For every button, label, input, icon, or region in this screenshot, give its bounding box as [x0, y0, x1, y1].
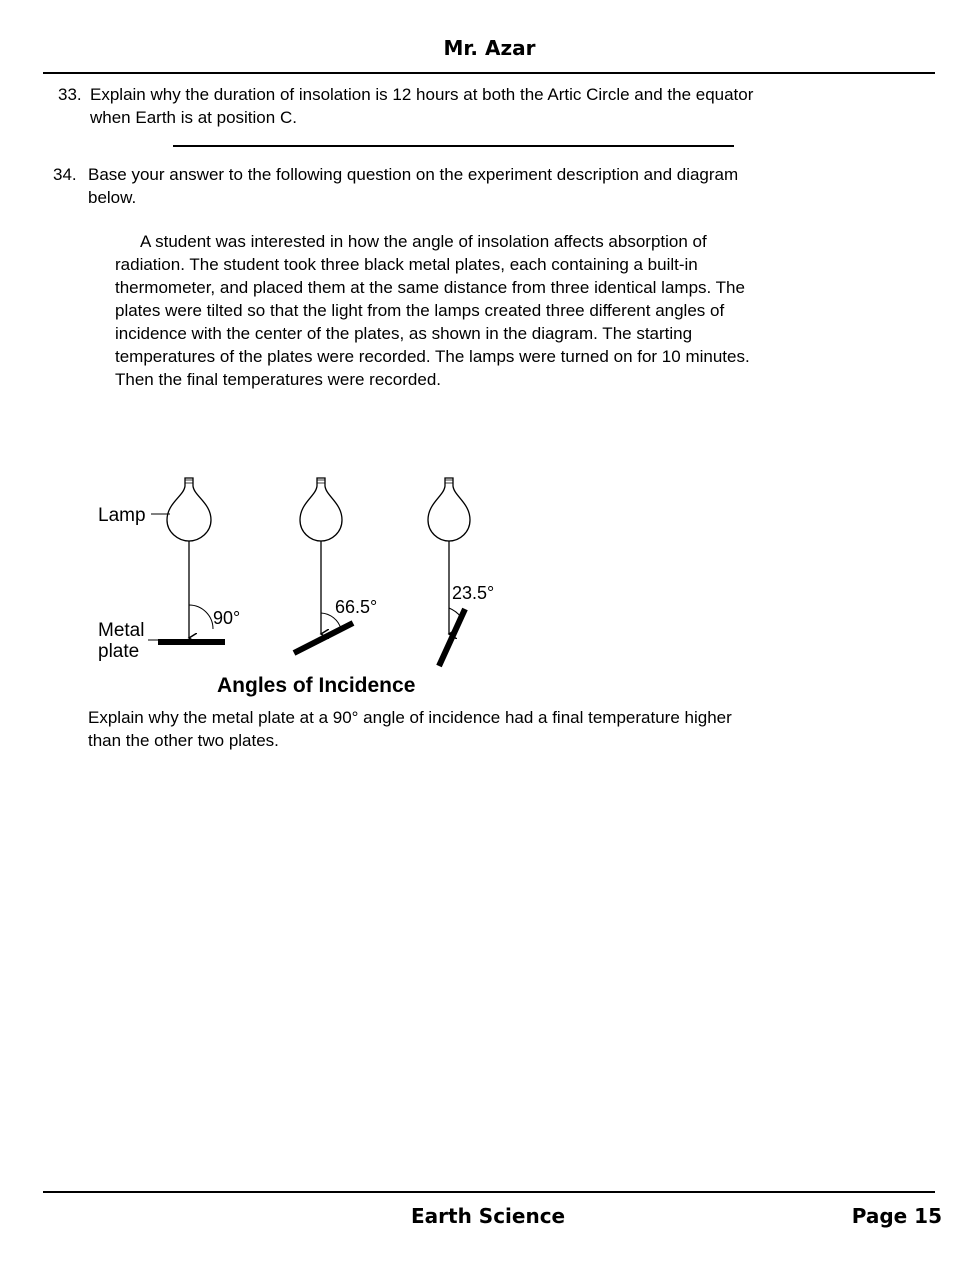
question-34-prompt: [88, 706, 878, 754]
header-divider: [43, 72, 935, 74]
passage-line: temperatures of the plates were recorded. The lamps were turned on for 10 minutes.: [115, 347, 750, 366]
passage-line: A student was interested in how the angle of insolation affects absorption of: [140, 232, 707, 251]
question-33: [58, 83, 878, 131]
question-text: [90, 83, 880, 129]
lamp-2: [300, 478, 342, 541]
page-header-title: Mr. Azar: [443, 36, 536, 60]
question-text-line: when Earth is at position C.: [90, 108, 297, 127]
diagram-caption: Angles of Incidence: [217, 674, 416, 697]
angle-label-90: 90°: [213, 608, 241, 628]
footer-divider: [43, 1191, 935, 1193]
metal-plate-2: [294, 623, 353, 653]
passage-line: thermometer, and placed them at the same distance from three identical lamps. The: [115, 278, 745, 297]
question-34: [53, 163, 873, 211]
question-text: [88, 163, 878, 209]
lamp-label: Lamp: [98, 505, 146, 526]
angles-of-incidence-diagram: [90, 468, 530, 703]
prompt-line: than the other two plates.: [88, 731, 279, 750]
passage-line: incidence with the center of the plates, as shown in the diagram. The starting: [115, 324, 693, 343]
metal-plate-label: Metal: [98, 620, 145, 641]
prompt-line: Explain why the metal plate at a 90° angle of incidence had a final temperature higher: [88, 708, 732, 727]
angle-arc-3: [449, 608, 461, 617]
question-text-line: below.: [88, 188, 137, 207]
question-text-line: Base your answer to the following question on the experiment description and diagram: [88, 165, 739, 184]
angle-arc-1: [189, 605, 213, 629]
metal-plate-3: [439, 609, 465, 666]
angle-label-66: 66.5°: [335, 597, 378, 617]
lamp-1: [167, 478, 211, 541]
angle-label-23: 23.5°: [452, 583, 495, 603]
passage-line: radiation. The student took three black metal plates, each containing a built-in: [115, 255, 698, 274]
page-number: Page 15: [851, 1204, 942, 1228]
metal-plate-label: plate: [98, 641, 140, 662]
answer-line[interactable]: [173, 145, 734, 147]
question-number: 33.: [58, 85, 82, 104]
passage-line: plates were tilted so that the light from the lamps created three different angles of: [115, 301, 725, 320]
experiment-passage: [115, 230, 845, 391]
question-text-line: Explain why the duration of insolation is 12 hours at both the Artic Circle and the equator: [90, 85, 754, 104]
passage-line: Then the final temperatures were recorded.: [115, 370, 442, 389]
footer-subject: Earth Science: [411, 1204, 566, 1228]
lamp-3: [428, 478, 470, 541]
metal-plate-1: [158, 639, 225, 645]
question-number: 34.: [53, 165, 77, 184]
